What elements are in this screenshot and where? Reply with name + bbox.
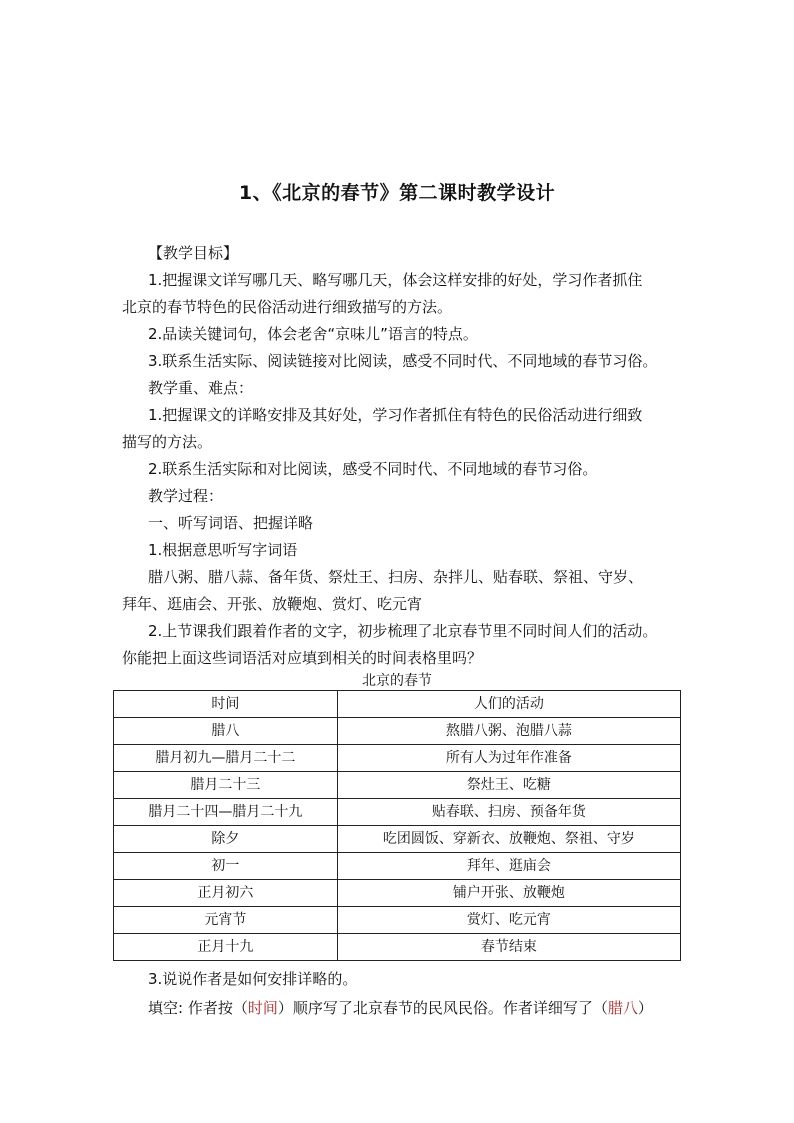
table-cell-time: 腊月二十三 <box>114 772 338 799</box>
table-row <box>114 772 681 799</box>
table-cell-activity: 所有人为过年作准备 <box>337 745 680 772</box>
fill-text: ）顺序写了北京春节的民风民俗。作者详细写了（ <box>277 999 608 1017</box>
table-cell-time: 正月十九 <box>114 934 338 961</box>
table-cell-activity: 春节结束 <box>337 934 680 961</box>
paragraph-line: 拜年、逛庙会、开张、放鞭炮、赏灯、吃元宵 <box>122 595 423 613</box>
table-cell-time: 初一 <box>114 853 338 880</box>
table-cell-activity: 拜年、逛庙会 <box>337 853 680 880</box>
table-cell-time: 腊月二十四—腊月二十九 <box>114 799 338 826</box>
fill-text: 填空: 作者按（ <box>148 999 248 1017</box>
table-cell-time: 除夕 <box>114 826 338 853</box>
table-row <box>114 880 681 907</box>
question-3: 3.说说作者是如何安排详略的。 <box>148 970 358 988</box>
fill-blank-line <box>148 998 653 1018</box>
table-cell-activity: 吃团圆饭、穿新衣、放鞭炮、祭祖、守岁 <box>337 826 680 853</box>
table-cell-time: 元宵节 <box>114 907 338 934</box>
document-title: 1、《北京的春节》第二课时教学设计 <box>238 182 556 204</box>
section-heading-keypoints: 教学重、难点： <box>148 379 254 397</box>
table-row <box>114 826 681 853</box>
table-row <box>114 799 681 826</box>
paragraph-line: 3.联系生活实际、阅读链接对比阅读，感受不同时代、不同地域的春节习俗。 <box>148 352 658 370</box>
paragraph-line: 2.品读关键词句，体会老舍“京味儿”语言的特点。 <box>148 325 478 343</box>
table-header-cell: 时间 <box>114 691 338 718</box>
paragraph-line: 2.联系生活实际和对比阅读，感受不同时代、不同地域的春节习俗。 <box>148 460 598 478</box>
table-row <box>114 853 681 880</box>
table-cell-activity: 熬腊八粥、泡腊八蒜 <box>337 718 680 745</box>
table-cell-time: 正月初六 <box>114 880 338 907</box>
table-cell-activity: 铺户开张、放鞭炮 <box>337 880 680 907</box>
paragraph-line: 1.根据意思听写字词语 <box>148 541 298 559</box>
table-header-row <box>114 691 681 718</box>
subsection-heading: 一、听写词语、把握详略 <box>148 514 314 532</box>
table-cell-time: 腊八 <box>114 718 338 745</box>
paragraph-line: 1.把握课文详写哪几天、略写哪几天，体会这样安排的好处，学习作者抓住 <box>148 271 643 289</box>
fill-answer: 腊八 <box>607 999 638 1017</box>
table-cell-time: 腊月初九—腊月二十二 <box>114 745 338 772</box>
paragraph-line: 1.把握课文的详略安排及其好处，学习作者抓住有特色的民俗活动进行细致 <box>148 406 643 424</box>
festival-table <box>113 690 681 961</box>
fill-text: ） <box>637 999 653 1017</box>
paragraph-line: 描写的方法。 <box>122 433 213 451</box>
table-row <box>114 745 681 772</box>
table-cell-activity: 赏灯、吃元宵 <box>337 907 680 934</box>
paragraph-line: 北京的春节特色的民俗活动进行细致描写的方法。 <box>122 298 453 316</box>
table-row <box>114 907 681 934</box>
table-cell-activity: 贴春联、扫房、预备年货 <box>337 799 680 826</box>
paragraph-line: 你能把上面这些词语活对应填到相关的时间表格里吗？ <box>122 649 483 667</box>
table-caption: 北京的春节 <box>362 673 432 689</box>
paragraph-line: 腊八粥、腊八蒜、备年货、祭灶王、扫房、杂拌儿、贴春联、祭祖、守岁、 <box>148 568 644 586</box>
table-cell-activity: 祭灶王、吃糖 <box>337 772 680 799</box>
table-row <box>114 934 681 961</box>
paragraph-line: 2.上节课我们跟着作者的文字，初步梳理了北京春节里不同时间人们的活动。 <box>148 622 658 640</box>
section-heading-process: 教学过程： <box>148 487 224 505</box>
fill-answer: 时间 <box>247 999 278 1017</box>
table-row <box>114 718 681 745</box>
section-heading-goals: 【教学目标】 <box>148 244 239 262</box>
table-header-cell: 人们的活动 <box>337 691 680 718</box>
